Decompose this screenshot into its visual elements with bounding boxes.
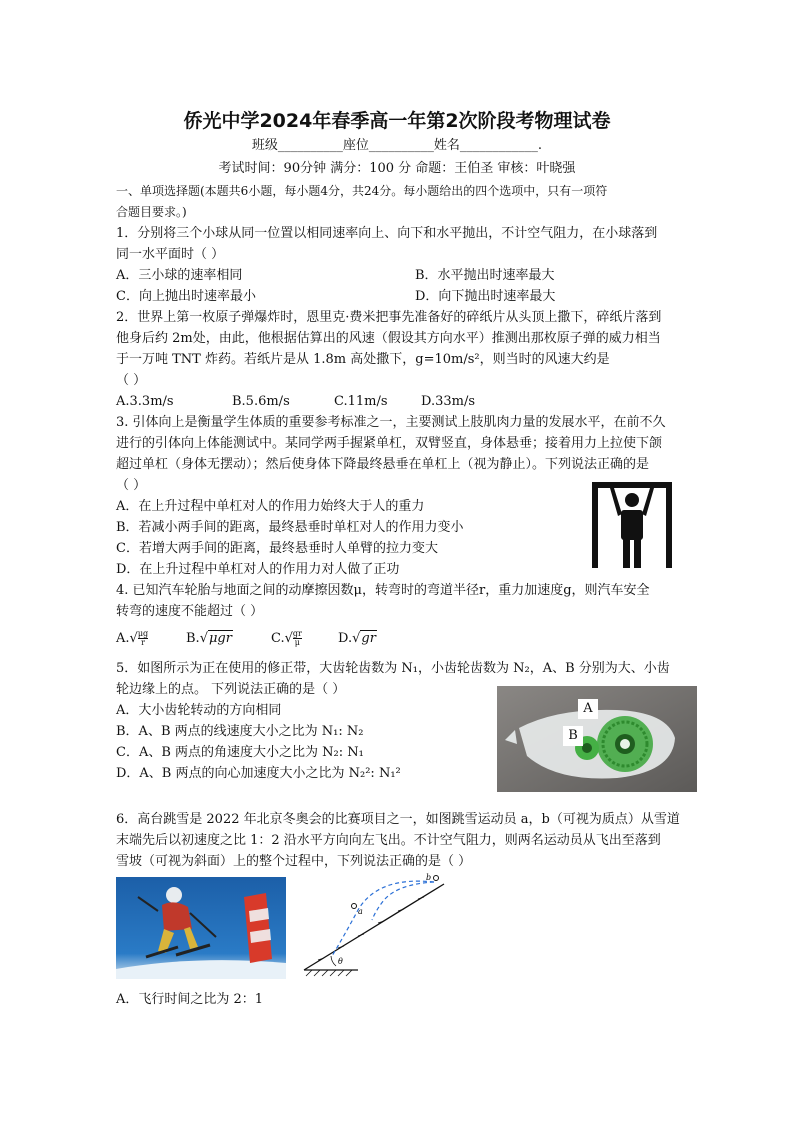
q2-stem-cont2: 于一万吨 TNT 炸药。若纸片是从 1.8m 高处撒下，g=10m/s²，则当时的风速大约是: [116, 352, 610, 367]
label-b: b: [426, 873, 432, 882]
q5-stem-cont: 轮边缘上的点。 下列说法正确的是（ ）: [116, 682, 346, 697]
q6-stem: 6．高台跳雪是 2022 年北京冬奥会的比赛项目之一，如图跳雪运动员 a，b（可视为质点）从雪道: [116, 812, 680, 827]
q3-option-a: A．在上升过程中单杠对人的作用力始终大于人的重力: [116, 499, 425, 514]
q1-option-b: B．水平抛出时速率最大: [415, 268, 555, 283]
point-a-label: A: [578, 699, 598, 719]
head: [625, 493, 639, 507]
q2-option-b: B.5.6m/s: [232, 394, 290, 409]
slope-diagram: [298, 870, 452, 978]
trajectory-b: [332, 881, 434, 956]
q3-option-b: B．若减小两手间的距离，最终悬垂时单杠对人的作用力变小: [116, 520, 464, 535]
q4-option-b: B.√μgr: [186, 631, 232, 646]
q4-option-c: C.√ $\frac{gr}{\mu}$: [271, 629, 302, 647]
section-heading-cont: 合题目要求。): [116, 205, 187, 219]
bar-post-right: [666, 484, 672, 568]
q3-stem: 3. 引体向上是衡量学生体质的重要参考标准之一，主要测试上肢肌肉力量的发展水平，在前不久: [116, 415, 666, 430]
q3-option-c: C．若增大两手间的距离，最终悬垂时人单臂的拉力变大: [116, 541, 438, 556]
point-b-label: B: [563, 726, 583, 746]
q3-option-d: D．在上升过程中单杠对人的作用力对人做了正功: [116, 562, 400, 577]
slope-line: [304, 884, 444, 970]
leg-right: [634, 538, 641, 568]
q2-stem-cont: 他身后约 2m处，由此，他根据估算出的风速（假设其方向水平）推测出那枚原子弹的威力相当: [116, 331, 661, 346]
q5-option-a: A．大小齿轮转动的方向相同: [116, 703, 282, 718]
trajectory-a: [372, 882, 434, 920]
q1-stem: 1．分别将三个小球从同一位置以相同速率向上、向下和水平抛出，不计空气阻力，在小球落到: [116, 226, 658, 241]
q6-stem-cont2: 雪坡（可视为斜面）上的整个过程中，下列说法正确的是（ ）: [116, 854, 472, 869]
q2-stem: 2．世界上第一枚原子弹爆炸时，恩里克·费米把事先准备好的碎纸片从头顶上撒下，碎纸片落到: [116, 310, 662, 325]
q3-stem-cont3: （ ）: [116, 478, 147, 493]
q5-option-d: D．A、B 两点的向心加速度大小之比为 N₂²: N₁²: [116, 766, 401, 781]
leg-left: [623, 538, 630, 568]
student-info-line: 班级__________座位__________姓名____________.: [251, 138, 543, 153]
jumper-b-icon: [434, 876, 439, 881]
pull-up-figure: [588, 478, 676, 570]
bar-post-left: [592, 484, 598, 568]
q6-stem-cont: 末端先后以初速度之比 1：2 沿水平方向向左飞出。不计空气阻力，则两名运动员从飞出至落到: [116, 833, 661, 848]
q5-option-c: C．A、B 两点的角速度大小之比为 N₂: N₁: [116, 745, 364, 760]
q1-stem-cont: 同一水平面时（ ）: [116, 247, 225, 262]
q2-stem-cont3: （ ）: [116, 373, 147, 388]
correction-tape-photo: [497, 686, 697, 792]
label-theta: θ: [338, 957, 343, 966]
q2-option-d: D.33m/s: [421, 394, 476, 409]
ski-jumper-drawing: [116, 877, 286, 979]
q2-option-c: C.11m/s: [334, 394, 388, 409]
hatching: [306, 897, 424, 976]
q4-stem-cont: 转弯的速度不能超过（ ）: [116, 604, 264, 619]
q4-stem: 4. 已知汽车轮胎与地面之间的动摩擦因数μ，转弯时的弯道半径r，重力加速度g，则汽车安全: [116, 583, 650, 598]
fraction-a: $\frac{\mu g}{r}$: [137, 629, 149, 647]
fraction-c: $\frac{gr}{\mu}$: [292, 629, 302, 647]
horizontal-bar: [592, 482, 672, 488]
q6-option-a: A．飞行时间之比为 2：1: [116, 992, 264, 1007]
q5-stem: 5．如图所示为正在使用的修正带，大齿轮齿数为 N₁，小齿轮齿数为 N₂，A、B 分别为大、小齿: [116, 661, 670, 676]
q5-option-b: B．A、B 两点的线速度大小之比为 N₁: N₂: [116, 724, 364, 739]
page-title: 侨光中学2024年春季高一年第2次阶段考物理试卷: [183, 110, 611, 132]
ski-jumper-photo: [116, 877, 286, 979]
section-heading: 一、单项选择题(本题共6小题，每小题4分，共24分。每小题给出的四个选项中，只有一项符: [116, 184, 608, 198]
exam-meta: 考试时间：90分钟 满分：100 分 命题：王伯圣 审核：叶晓强: [218, 161, 576, 176]
q3-stem-cont: 进行的引体向上体能测试中。某同学两手握紧单杠，双臂竖直，身体悬垂；接着用力上拉使下颌: [116, 436, 663, 451]
torso: [621, 510, 643, 540]
q4-option-a: A.√ $\frac{\mu g}{r}$: [116, 629, 149, 647]
q1-option-c: C．向上抛出时速率最小: [116, 289, 256, 304]
q4-option-d: D.√gr: [338, 631, 376, 646]
q1-option-d: D．向下抛出时速率最大: [415, 289, 556, 304]
q2-option-a: A.3.3m/s: [116, 394, 174, 409]
angle-arc: [331, 956, 336, 966]
helmet: [166, 887, 182, 903]
label-a: a: [358, 907, 363, 916]
jumper-a-icon: [352, 904, 357, 909]
q3-stem-cont2: 超过单杠（身体无摆动）；然后使身体下降最终悬垂在单杠上（视为静止）。下列说法正确的是: [116, 457, 650, 472]
q1-option-a: A．三小球的速率相同: [116, 268, 243, 283]
